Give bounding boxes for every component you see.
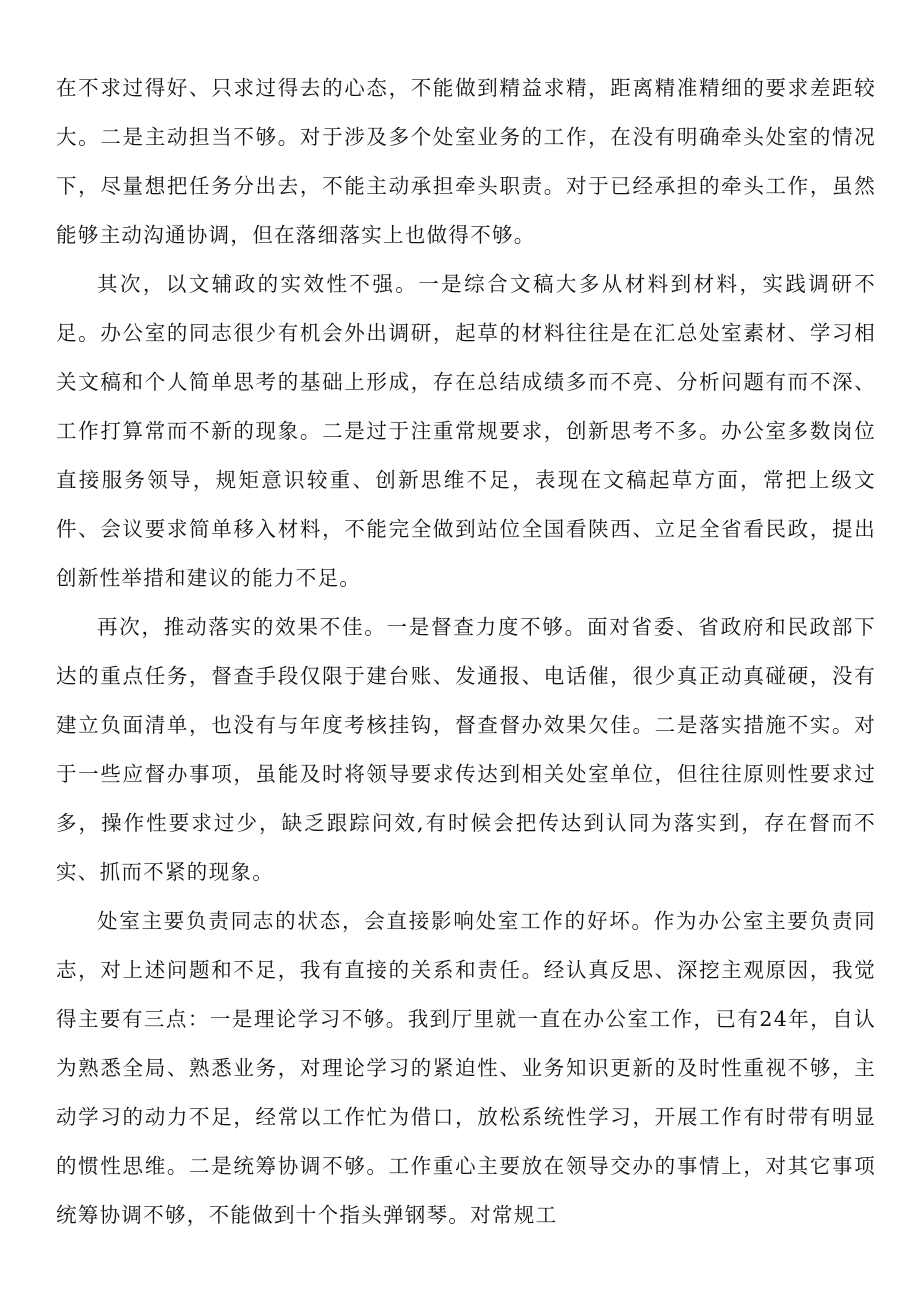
paragraph-4: 处室主要负责同志的状态，会直接影响处室工作的好坏。作为办公室主要负责同志，对上述问题和不足，我有直接的关系和责任。经认真反思、深挖主观原因，我觉得主要有三点：一是理论学习不够。我到厅里就一直在办公室工作，已有24年，自认为熟悉全局、熟悉业务，对理论学习的紧迫性、业务知识更新的及时性重视不够，主动学习的动力不足，经常以工作忙为借口，放松系统性学习，开展工作有时带有明显的惯性思维。二是统筹协调不够。工作重心主要放在领导交办的事情上，对其它事项统筹协调不够，不能做到十个指头弹钢琴。对常规工 xyxy=(56,909,876,1227)
paragraph-2: 其次，以文辅政的实效性不强。一是综合文稿大多从材料到材料，实践调研不足。办公室的同志很少有机会外出调研，起草的材料往往是在汇总处室素材、学习相关文稿和个人简单思考的基础上形成，存在总结成绩多而不亮、分析问题有而不深、工作打算常而不新的现象。二是过于注重常规要求，创新思考不多。办公室多数岗位直接服务领导，规矩意识较重、创新思维不足，表现在文稿起草方面，常把上级文件、会议要求简单移入材料，不能完全做到站位全国看陕西、立足全省看民政，提出创新性举措和建议的能力不足。 xyxy=(56,272,876,590)
document-page xyxy=(56,64,876,1240)
paragraph-1: 在不求过得好、只求过得去的心态，不能做到精益求精，距离精准精细的要求差距较大。二是主动担当不够。对于涉及多个处室业务的工作，在没有明确牵头处室的情况下，尽量想把任务分出去，不能主动承担牵头职责。对于已经承担的牵头工作，虽然能够主动沟通协调，但在落细落实上也做得不够。 xyxy=(56,76,876,247)
paragraph-3: 再次，推动落实的效果不佳。一是督查力度不够。面对省委、省政府和民政部下达的重点任务，督查手段仅限于建台账、发通报、电话催，很少真正动真碰硬，没有建立负面清单，也没有与年度考核挂钩，督查督办效果欠佳。二是落实措施不实。对于一些应督办事项，虽能及时将领导要求传达到相关处室单位，但往往原则性要求过多，操作性要求过少，缺乏跟踪问效,有时候会把传达到认同为落实到，存在督而不实、抓而不紧的现象。 xyxy=(56,615,876,884)
